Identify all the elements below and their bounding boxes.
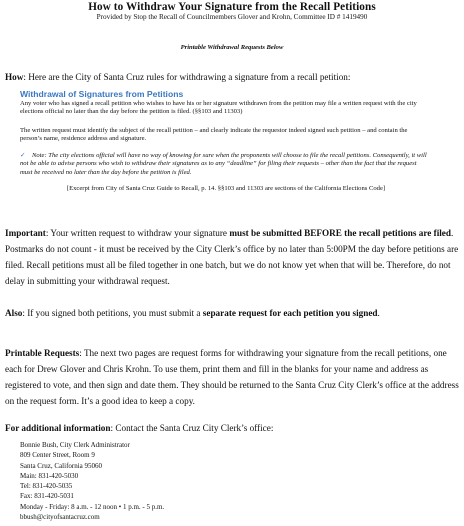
printable-label: Printable Requests <box>5 348 80 358</box>
contact-tel: Tel: 831-420-5035 <box>20 482 73 491</box>
excerpt-citation: [Excerpt from City of Santa Cruz Guide to Recall, p. 14. §§103 and 11303 are sections of the California Elections Code] <box>66 185 386 192</box>
important-paragraph <box>5 225 461 289</box>
contact-block <box>20 440 320 522</box>
how-paragraph <box>5 72 461 83</box>
also-paragraph <box>5 305 461 321</box>
excerpt-paragraph-1: Any voter who has signed a recall petition who wishes to have his or her signature withdrawn from the petition may file a written request with the city elections official no later than the day before the petition is filed. (§§103 and 11303) <box>20 100 417 116</box>
additional-info-paragraph <box>5 420 461 436</box>
important-emphasis: must be submitted BEFORE the recall petitions are filed <box>229 228 451 238</box>
also-emphasis: separate request for each petition you signed <box>202 308 378 318</box>
also-text-1: : If you signed both petitions, you must submit a <box>22 308 203 318</box>
contact-fax: Fax: 831-420-5031 <box>20 492 74 501</box>
how-label: How <box>5 72 24 82</box>
contact-main-phone: Main: 831-420-5030 <box>20 471 79 480</box>
contact-hours: Monday - Friday: 8 a.m. - 12 noon • 1 p.m. - 5 p.m. <box>20 502 165 511</box>
printable-text: : The next two pages are request forms for withdrawing your signature from the recall petitions, one each for Drew Glover and Chris Krohn. To use them, print them and fill in the blanks for your name and address as registered to vote, and then sign and date them. They should be returned to the Santa Cruz City Clerk’s office at the address on the request form. It’s a good idea to keep a copy. <box>5 348 459 406</box>
printable-requests-heading: Printable Withdrawal Requests Below <box>180 44 284 51</box>
checkmark-icon: ✓ <box>20 151 26 159</box>
contact-email[interactable]: bbush@cityofsantacruz.com <box>20 513 100 522</box>
also-text-2: . <box>377 308 380 318</box>
important-text-1: : Your written request to withdraw your signature <box>45 228 230 238</box>
additional-label: For additional information <box>5 423 111 433</box>
contact-name: Bonnie Bush, City Clerk Administrator <box>20 441 130 449</box>
contact-city: Santa Cruz, California 95060 <box>20 461 103 470</box>
document-subtitle: Provided by Stop the Recall of Councilmembers Glover and Krohn, Committee ID # 1419490 <box>96 13 368 21</box>
how-text: : Here are the City of Santa Cruz rules for withdrawing a signature from a recall petition: <box>23 72 351 82</box>
important-label: Important <box>5 228 46 238</box>
excerpt-box <box>20 89 432 230</box>
printable-requests-paragraph <box>5 345 461 409</box>
additional-text: : Contact the Santa Cruz City Clerk’s office: <box>110 423 274 433</box>
also-label: Also <box>5 308 23 318</box>
excerpt-note <box>20 151 428 177</box>
important-text-2: . Postmarks do not count - it must be received by the City Clerk’s office by no later than 5:00PM the day before petitions are filed. Recall petitions must all be filed together in one batch, but we do not know yet when that will be. Therefore, do not delay in submitting your withdrawal request. <box>5 228 459 286</box>
excerpt-paragraph-2: The written request must identify the subject of the recall petition – and clearly indicate the requestor indeed signed such petition – and contain the person’s name, residence address and signature. <box>20 127 408 143</box>
excerpt-note-text: Note: The city elections official will have no way of knowing for sure when the proponents will choose to file the recall petitions. Consequently, it will not be able to advise persons who wish to withdraw their signatures as to any “deadline” for filing their requests – other than the fact that the request must be received no later than the day before the petition is filed. <box>20 152 427 176</box>
document-title: How to Withdraw Your Signature from the Recall Petitions <box>88 1 376 13</box>
contact-street: 809 Center Street, Room 9 <box>20 451 95 460</box>
excerpt-heading: Withdrawal of Signatures from Petitions <box>20 89 184 99</box>
